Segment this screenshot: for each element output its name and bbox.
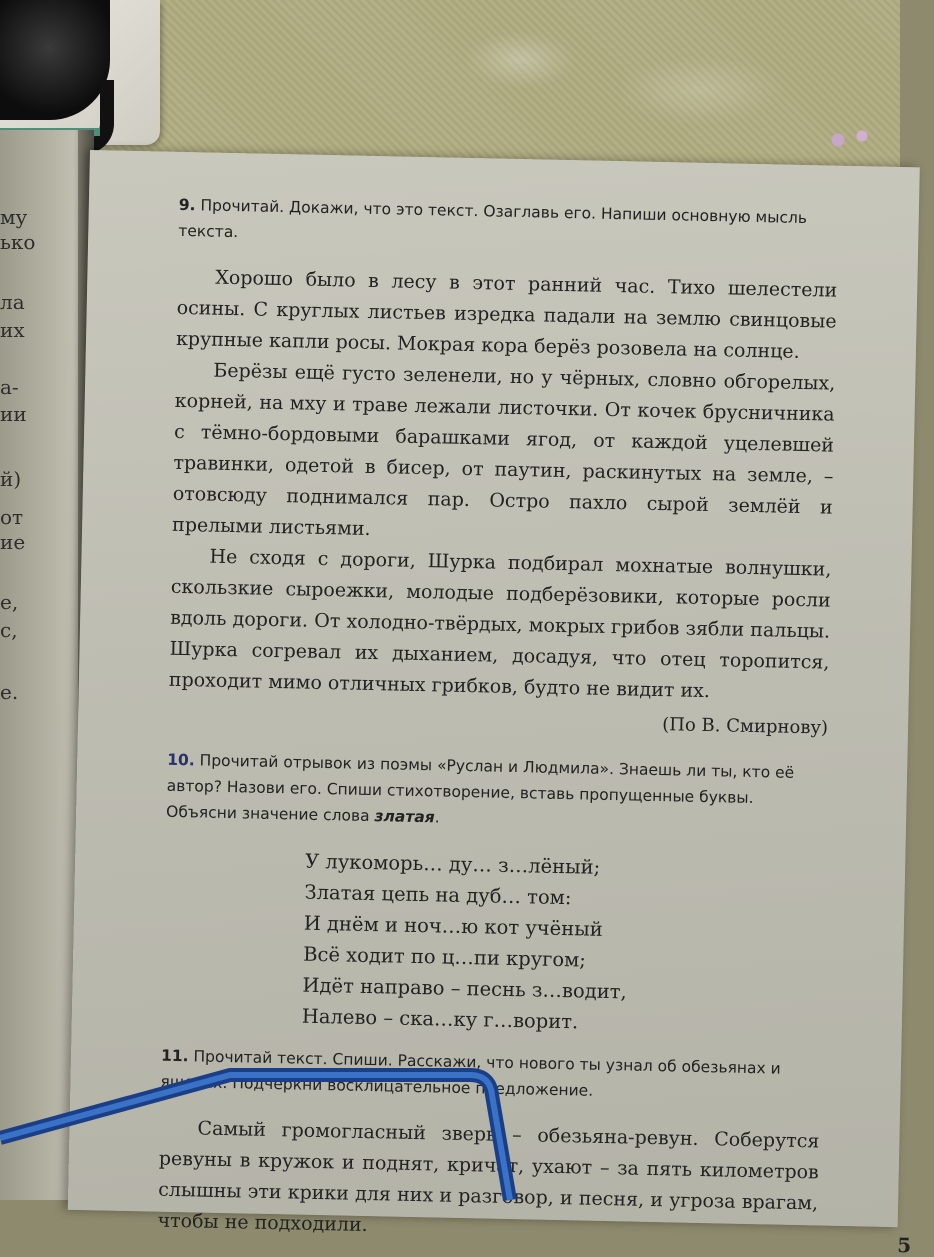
left-page-fragment: й) — [0, 467, 22, 491]
task-number: 11. — [160, 1046, 189, 1066]
task-number: 9. — [178, 195, 196, 215]
left-page-fragment: их — [0, 318, 25, 342]
task-text: Прочитай. Докажи, что это текст. Озаглавь его. Напиши основную мысль текста. — [178, 196, 808, 242]
poem-line: Налево – ска…ку г…ворит. — [301, 1004, 579, 1034]
task-text: Прочитай текст. Спиши. Расскажи, что нового ты узнал об обезьянах и ящерах. Подчеркни восклицательное предложение. — [160, 1047, 781, 1100]
page-content — [157, 192, 839, 1251]
text-paragraph: Хорошо было в лесу в этот ранний час. Тихо шелестели осины. С круглых листьев изредка падали на землю свинцовые крупные капли росы. Мокрая кора берёз розовела на солнце. — [175, 266, 838, 363]
left-page-fragment: е, — [0, 590, 19, 614]
text-paragraph: Берёзы ещё густо зеленели, но у чёрных, словно обгорелых, корней, на мху и траве лежали листочки. От кочек брусничника с тёмно-бордовыми барашками ягод, от каждой уцелевшей травинки, одетой в бисер, от паутин, раскинутых на земле, – отовсюду поднимался пар. Остро пахло сырой землёй и прелыми листьями. — [171, 359, 836, 540]
text-paragraph: Не сходя с дороги, Шурка подбирал мохнатые волнушки, скользкие сыроежки, молодые подберёзовики, которые росли вдоль дороги. От холодно-твёрдых, мокрых грибов зябли пальцы. Шурка согревал их дыханием, досадуя, что отец торопится, проходит мимо отличных грибков, будто не видит их. — [168, 545, 832, 703]
left-page-fragment: ии — [0, 402, 27, 426]
left-page-fragment: му — [0, 205, 28, 229]
poem — [302, 846, 826, 1043]
poem-line: Златая цепь на дуб… том: — [304, 880, 572, 910]
left-page-fragment: ла — [0, 290, 25, 314]
task-11-instruction — [160, 1043, 821, 1109]
left-page-fragment: а- — [0, 375, 19, 399]
task-number: 10. — [167, 750, 195, 770]
left-page-fragment: ие — [0, 530, 26, 554]
task-text: Прочитай отрывок из поэмы «Руслан и Людмила». Знаешь ли ты, кто её автор? Назови его. Спиши стихотворение, вставь пропущенные буквы. Объясни значение слова — [165, 751, 795, 825]
textbook-page — [68, 150, 920, 1257]
left-page-fragment: е. — [0, 680, 19, 704]
poem-line: И днём и ноч…ю кот учёный — [303, 911, 603, 941]
left-page-fragment: от — [0, 505, 24, 529]
keyword: златая — [374, 807, 435, 827]
text-paragraph: Самый громогласный зверь – обезьяна-ревун. Соберутся ревуны в кружок и поднят, кричат, ухают – за пять километров слышны эти крики для них и разговор, и песня, и угроза врагам, чтобы не подходили. — [157, 1117, 820, 1237]
page-number: 5 — [897, 1233, 912, 1257]
left-page-fragment: с, — [0, 618, 18, 642]
task-10-instruction: 10. Прочитай отрывок из поэмы «Руслан и Людмила». Знаешь ли ты, кто её автор? Назови его. Спиши стихотворение, вставь пропущенные буквы. Объясни значение слова златая. — [165, 750, 795, 827]
poem-line: Всё ходит по ц…пи кругом; — [302, 942, 587, 972]
left-page-fragment: ько — [0, 230, 36, 254]
wallpaper-flower — [820, 120, 880, 160]
poem-line: У лукоморь… ду… з…лёный; — [304, 849, 601, 879]
task-9-instruction — [178, 192, 839, 258]
poem-line: Идёт направо – песнь з…водит, — [302, 973, 627, 1004]
author-attribution: (По В. Смирнову) — [662, 714, 829, 739]
